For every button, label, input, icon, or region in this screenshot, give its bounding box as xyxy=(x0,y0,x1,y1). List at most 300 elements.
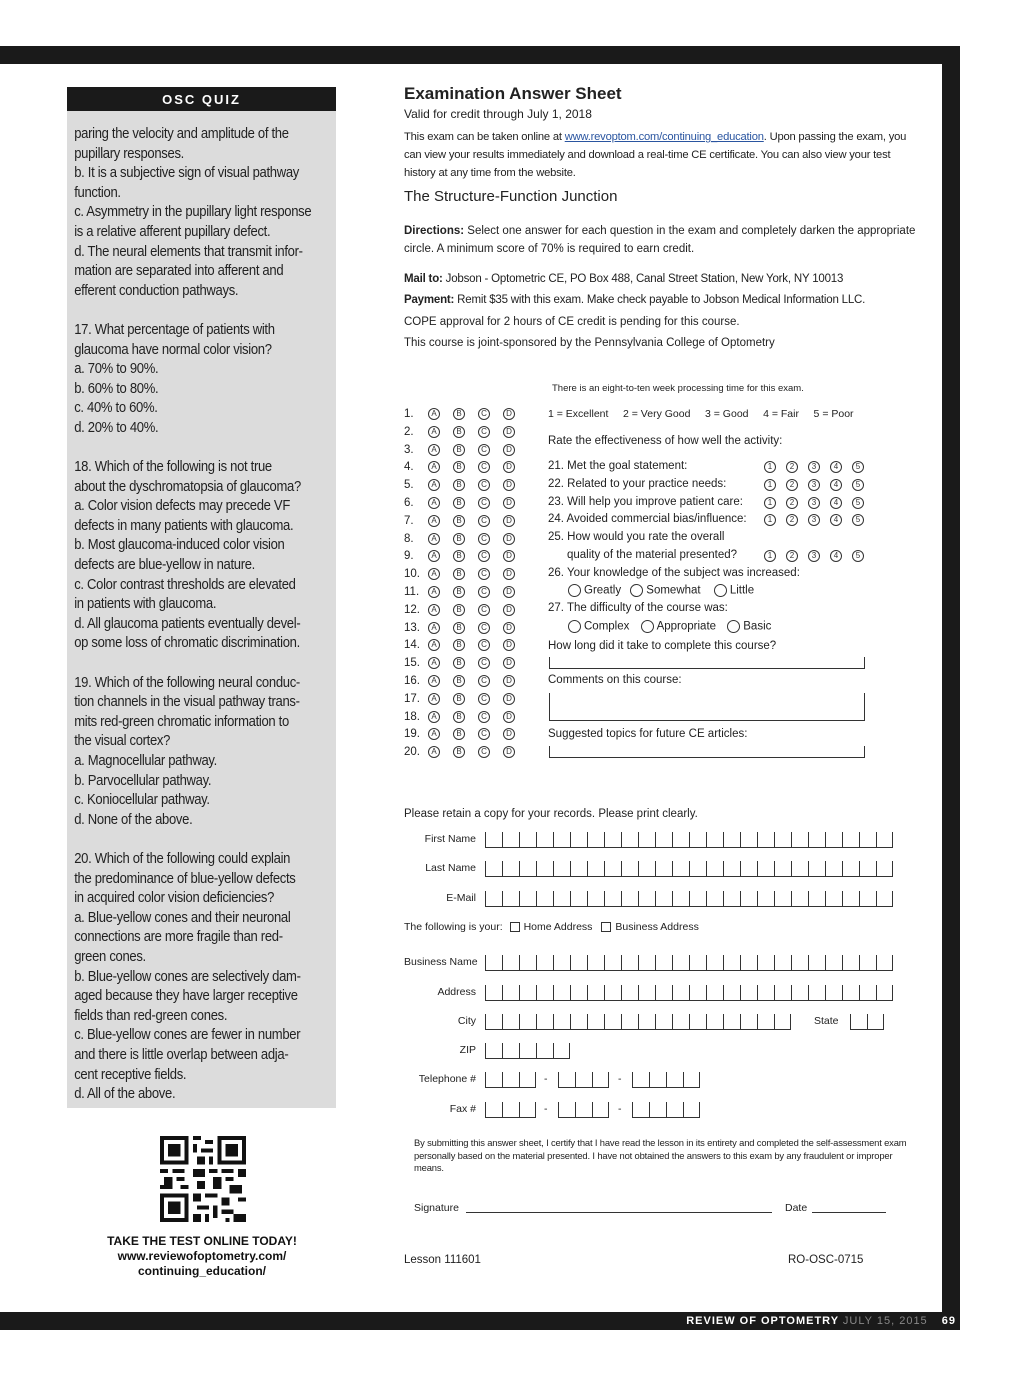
character-box[interactable] xyxy=(502,861,519,877)
address-field[interactable] xyxy=(485,985,893,1001)
answer-bubble-c[interactable]: C xyxy=(478,444,490,456)
answer-bubble-a[interactable]: A xyxy=(428,657,440,669)
character-box[interactable] xyxy=(587,955,604,971)
answer-bubble-c[interactable]: C xyxy=(478,675,490,687)
character-box[interactable] xyxy=(638,861,655,877)
character-box[interactable] xyxy=(519,891,536,907)
character-box[interactable] xyxy=(842,985,859,1001)
character-box[interactable] xyxy=(859,955,876,971)
character-box[interactable] xyxy=(570,955,587,971)
rating-bubble-5[interactable]: 5 xyxy=(852,514,864,526)
character-box[interactable] xyxy=(621,985,638,1001)
business-name-field[interactable] xyxy=(485,955,893,971)
character-box[interactable] xyxy=(519,1072,536,1088)
character-box[interactable] xyxy=(808,891,825,907)
character-box[interactable] xyxy=(825,985,842,1001)
answer-bubble-d[interactable]: D xyxy=(503,622,515,634)
rating-bubble-4[interactable]: 4 xyxy=(830,479,842,491)
answer-bubble-d[interactable]: D xyxy=(503,461,515,473)
character-box[interactable] xyxy=(689,955,706,971)
character-box[interactable] xyxy=(808,955,825,971)
character-box[interactable] xyxy=(706,891,723,907)
character-box[interactable] xyxy=(791,955,808,971)
character-box[interactable] xyxy=(558,1072,575,1088)
character-box[interactable] xyxy=(859,861,876,877)
rating-bubble-1[interactable]: 1 xyxy=(764,479,776,491)
character-box[interactable] xyxy=(808,832,825,848)
rating-bubble-3[interactable]: 3 xyxy=(808,514,820,526)
character-box[interactable] xyxy=(706,985,723,1001)
character-box[interactable] xyxy=(825,861,842,877)
character-box[interactable] xyxy=(672,832,689,848)
answer-bubble-a[interactable]: A xyxy=(428,408,440,420)
character-box[interactable] xyxy=(604,985,621,1001)
answer-bubble-b[interactable]: B xyxy=(453,639,465,651)
answer-bubble-b[interactable]: B xyxy=(453,550,465,562)
answer-bubble-a[interactable]: A xyxy=(428,568,440,580)
answer-bubble-b[interactable]: B xyxy=(453,533,465,545)
character-box[interactable] xyxy=(604,861,621,877)
home-address-checkbox[interactable] xyxy=(510,922,520,932)
answer-bubble-c[interactable]: C xyxy=(478,586,490,598)
answer-bubble-d[interactable]: D xyxy=(503,657,515,669)
character-box[interactable] xyxy=(621,891,638,907)
character-box[interactable] xyxy=(587,985,604,1001)
character-box[interactable] xyxy=(519,1102,536,1118)
character-box[interactable] xyxy=(859,832,876,848)
character-box[interactable] xyxy=(485,891,502,907)
character-box[interactable] xyxy=(706,861,723,877)
character-box[interactable] xyxy=(638,985,655,1001)
fax-line-field[interactable] xyxy=(632,1102,700,1118)
character-box[interactable] xyxy=(638,832,655,848)
first-name-field[interactable] xyxy=(485,832,893,848)
answer-bubble-d[interactable]: D xyxy=(503,746,515,758)
character-box[interactable] xyxy=(825,832,842,848)
character-box[interactable] xyxy=(570,861,587,877)
character-box[interactable] xyxy=(740,861,757,877)
character-box[interactable] xyxy=(825,891,842,907)
character-box[interactable] xyxy=(689,985,706,1001)
character-box[interactable] xyxy=(876,985,893,1001)
answer-bubble-a[interactable]: A xyxy=(428,693,440,705)
character-box[interactable] xyxy=(859,985,876,1001)
character-box[interactable] xyxy=(570,985,587,1001)
signature-field[interactable] xyxy=(466,1201,772,1213)
rating-bubble-1[interactable]: 1 xyxy=(764,550,776,562)
online-exam-link[interactable]: www.revoptom.com/continuing_education xyxy=(564,131,764,143)
answer-bubble-c[interactable]: C xyxy=(478,408,490,420)
rating-bubble-2[interactable]: 2 xyxy=(786,497,798,509)
character-box[interactable] xyxy=(638,955,655,971)
telephone-area-field[interactable] xyxy=(485,1072,536,1088)
zip-field[interactable] xyxy=(485,1043,570,1059)
answer-bubble-c[interactable]: C xyxy=(478,533,490,545)
answer-bubble-d[interactable]: D xyxy=(503,568,515,580)
take-test-url-1[interactable]: www.reviewofoptometry.com/ xyxy=(117,1249,287,1263)
character-box[interactable] xyxy=(876,861,893,877)
character-box[interactable] xyxy=(723,985,740,1001)
character-box[interactable] xyxy=(502,1014,519,1030)
answer-bubble-c[interactable]: C xyxy=(478,746,490,758)
character-box[interactable] xyxy=(621,861,638,877)
character-box[interactable] xyxy=(485,832,502,848)
character-box[interactable] xyxy=(672,891,689,907)
rating-bubble-1[interactable]: 1 xyxy=(764,514,776,526)
answer-bubble-c[interactable]: C xyxy=(478,711,490,723)
character-box[interactable] xyxy=(604,891,621,907)
character-box[interactable] xyxy=(706,832,723,848)
character-box[interactable] xyxy=(485,1072,502,1088)
character-box[interactable] xyxy=(649,1072,666,1088)
answer-bubble-b[interactable]: B xyxy=(453,746,465,758)
character-box[interactable] xyxy=(672,1014,689,1030)
character-box[interactable] xyxy=(706,955,723,971)
answer-bubble-c[interactable]: C xyxy=(478,568,490,580)
rating-bubble-4[interactable]: 4 xyxy=(830,461,842,473)
character-box[interactable] xyxy=(621,832,638,848)
character-box[interactable] xyxy=(859,891,876,907)
character-box[interactable] xyxy=(723,832,740,848)
rating-bubble-2[interactable]: 2 xyxy=(786,550,798,562)
answer-bubble-a[interactable]: A xyxy=(428,586,440,598)
character-box[interactable] xyxy=(502,1072,519,1088)
character-box[interactable] xyxy=(536,955,553,971)
character-box[interactable] xyxy=(570,1014,587,1030)
answer-bubble-d[interactable]: D xyxy=(503,728,515,740)
character-box[interactable] xyxy=(842,891,859,907)
q26-somewhat-radio[interactable] xyxy=(630,584,643,597)
rating-bubble-5[interactable]: 5 xyxy=(852,479,864,491)
answer-bubble-d[interactable]: D xyxy=(503,550,515,562)
rating-bubble-3[interactable]: 3 xyxy=(808,550,820,562)
rating-bubble-4[interactable]: 4 xyxy=(830,550,842,562)
telephone-line-field[interactable] xyxy=(632,1072,700,1088)
rating-bubble-4[interactable]: 4 xyxy=(830,497,842,509)
character-box[interactable] xyxy=(553,955,570,971)
q26-greatly-radio[interactable] xyxy=(568,584,581,597)
answer-bubble-b[interactable]: B xyxy=(453,657,465,669)
character-box[interactable] xyxy=(683,1102,700,1118)
answer-bubble-c[interactable]: C xyxy=(478,479,490,491)
answer-bubble-d[interactable]: D xyxy=(503,533,515,545)
city-field[interactable] xyxy=(485,1014,791,1030)
character-box[interactable] xyxy=(666,1102,683,1118)
character-box[interactable] xyxy=(638,1014,655,1030)
answer-bubble-b[interactable]: B xyxy=(453,497,465,509)
take-test-url-2[interactable]: continuing_education/ xyxy=(138,1264,266,1278)
answer-bubble-c[interactable]: C xyxy=(478,515,490,527)
answer-bubble-a[interactable]: A xyxy=(428,426,440,438)
answer-bubble-b[interactable]: B xyxy=(453,675,465,687)
character-box[interactable] xyxy=(485,1043,502,1059)
rating-bubble-5[interactable]: 5 xyxy=(852,497,864,509)
answer-bubble-a[interactable]: A xyxy=(428,461,440,473)
character-box[interactable] xyxy=(536,832,553,848)
character-box[interactable] xyxy=(587,861,604,877)
character-box[interactable] xyxy=(604,955,621,971)
character-box[interactable] xyxy=(485,985,502,1001)
answer-bubble-d[interactable]: D xyxy=(503,515,515,527)
character-box[interactable] xyxy=(791,832,808,848)
rating-bubble-5[interactable]: 5 xyxy=(852,550,864,562)
character-box[interactable] xyxy=(689,891,706,907)
answer-bubble-a[interactable]: A xyxy=(428,711,440,723)
character-box[interactable] xyxy=(672,955,689,971)
answer-bubble-b[interactable]: B xyxy=(453,711,465,723)
character-box[interactable] xyxy=(723,861,740,877)
character-box[interactable] xyxy=(672,861,689,877)
character-box[interactable] xyxy=(740,832,757,848)
character-box[interactable] xyxy=(808,861,825,877)
answer-bubble-c[interactable]: C xyxy=(478,657,490,669)
rating-bubble-3[interactable]: 3 xyxy=(808,479,820,491)
answer-bubble-c[interactable]: C xyxy=(478,497,490,509)
answer-bubble-c[interactable]: C xyxy=(478,604,490,616)
character-box[interactable] xyxy=(649,1102,666,1118)
answer-bubble-b[interactable]: B xyxy=(453,479,465,491)
character-box[interactable] xyxy=(808,985,825,1001)
character-box[interactable] xyxy=(723,1014,740,1030)
answer-bubble-b[interactable]: B xyxy=(453,728,465,740)
character-box[interactable] xyxy=(723,955,740,971)
answer-bubble-d[interactable]: D xyxy=(503,586,515,598)
character-box[interactable] xyxy=(757,832,774,848)
answer-bubble-c[interactable]: C xyxy=(478,461,490,473)
answer-bubble-d[interactable]: D xyxy=(503,639,515,651)
character-box[interactable] xyxy=(519,832,536,848)
rating-bubble-1[interactable]: 1 xyxy=(764,497,776,509)
character-box[interactable] xyxy=(502,985,519,1001)
fax-prefix-field[interactable] xyxy=(558,1102,609,1118)
character-box[interactable] xyxy=(867,1014,884,1030)
answer-bubble-b[interactable]: B xyxy=(453,408,465,420)
character-box[interactable] xyxy=(632,1102,649,1118)
answer-bubble-b[interactable]: B xyxy=(453,444,465,456)
character-box[interactable] xyxy=(553,891,570,907)
character-box[interactable] xyxy=(536,861,553,877)
character-box[interactable] xyxy=(655,985,672,1001)
answer-bubble-d[interactable]: D xyxy=(503,693,515,705)
answer-bubble-d[interactable]: D xyxy=(503,497,515,509)
character-box[interactable] xyxy=(842,955,859,971)
rating-bubble-2[interactable]: 2 xyxy=(786,461,798,473)
email-field[interactable] xyxy=(485,891,893,907)
answer-bubble-a[interactable]: A xyxy=(428,479,440,491)
answer-bubble-d[interactable]: D xyxy=(503,426,515,438)
character-box[interactable] xyxy=(757,891,774,907)
character-box[interactable] xyxy=(502,955,519,971)
character-box[interactable] xyxy=(876,891,893,907)
answer-bubble-a[interactable]: A xyxy=(428,444,440,456)
rating-bubble-3[interactable]: 3 xyxy=(808,497,820,509)
q27-complex-radio[interactable] xyxy=(568,620,581,633)
fax-area-field[interactable] xyxy=(485,1102,536,1118)
answer-bubble-b[interactable]: B xyxy=(453,586,465,598)
character-box[interactable] xyxy=(689,832,706,848)
business-address-checkbox[interactable] xyxy=(601,922,611,932)
character-box[interactable] xyxy=(655,832,672,848)
character-box[interactable] xyxy=(621,1014,638,1030)
telephone-prefix-field[interactable] xyxy=(558,1072,609,1088)
comments-field[interactable] xyxy=(549,693,865,721)
character-box[interactable] xyxy=(774,861,791,877)
answer-bubble-d[interactable]: D xyxy=(503,479,515,491)
answer-bubble-a[interactable]: A xyxy=(428,728,440,740)
character-box[interactable] xyxy=(553,1043,570,1059)
character-box[interactable] xyxy=(740,1014,757,1030)
answer-bubble-d[interactable]: D xyxy=(503,408,515,420)
answer-bubble-d[interactable]: D xyxy=(503,675,515,687)
character-box[interactable] xyxy=(519,1014,536,1030)
character-box[interactable] xyxy=(825,955,842,971)
character-box[interactable] xyxy=(757,985,774,1001)
character-box[interactable] xyxy=(587,832,604,848)
character-box[interactable] xyxy=(592,1072,609,1088)
character-box[interactable] xyxy=(740,955,757,971)
answer-bubble-a[interactable]: A xyxy=(428,622,440,634)
character-box[interactable] xyxy=(502,891,519,907)
answer-bubble-b[interactable]: B xyxy=(453,568,465,580)
topics-field[interactable] xyxy=(549,746,865,758)
character-box[interactable] xyxy=(536,891,553,907)
answer-bubble-b[interactable]: B xyxy=(453,515,465,527)
character-box[interactable] xyxy=(553,985,570,1001)
character-box[interactable] xyxy=(774,891,791,907)
character-box[interactable] xyxy=(536,1014,553,1030)
character-box[interactable] xyxy=(774,955,791,971)
character-box[interactable] xyxy=(774,985,791,1001)
character-box[interactable] xyxy=(553,861,570,877)
answer-bubble-b[interactable]: B xyxy=(453,622,465,634)
character-box[interactable] xyxy=(689,1014,706,1030)
answer-bubble-a[interactable]: A xyxy=(428,550,440,562)
character-box[interactable] xyxy=(655,1014,672,1030)
rating-bubble-5[interactable]: 5 xyxy=(852,461,864,473)
character-box[interactable] xyxy=(638,891,655,907)
answer-bubble-a[interactable]: A xyxy=(428,639,440,651)
character-box[interactable] xyxy=(655,891,672,907)
character-box[interactable] xyxy=(519,955,536,971)
character-box[interactable] xyxy=(683,1072,700,1088)
character-box[interactable] xyxy=(774,832,791,848)
character-box[interactable] xyxy=(757,1014,774,1030)
character-box[interactable] xyxy=(876,955,893,971)
q27-appropriate-radio[interactable] xyxy=(641,620,654,633)
character-box[interactable] xyxy=(672,985,689,1001)
character-box[interactable] xyxy=(570,832,587,848)
character-box[interactable] xyxy=(519,985,536,1001)
character-box[interactable] xyxy=(604,1014,621,1030)
answer-bubble-a[interactable]: A xyxy=(428,515,440,527)
answer-bubble-b[interactable]: B xyxy=(453,426,465,438)
character-box[interactable] xyxy=(502,1043,519,1059)
character-box[interactable] xyxy=(485,955,502,971)
character-box[interactable] xyxy=(791,985,808,1001)
character-box[interactable] xyxy=(592,1102,609,1118)
character-box[interactable] xyxy=(632,1072,649,1088)
answer-bubble-a[interactable]: A xyxy=(428,497,440,509)
how-long-field[interactable] xyxy=(549,657,865,669)
character-box[interactable] xyxy=(791,891,808,907)
character-box[interactable] xyxy=(485,861,502,877)
answer-bubble-b[interactable]: B xyxy=(453,604,465,616)
character-box[interactable] xyxy=(621,955,638,971)
answer-bubble-d[interactable]: D xyxy=(503,711,515,723)
character-box[interactable] xyxy=(575,1072,592,1088)
rating-bubble-4[interactable]: 4 xyxy=(830,514,842,526)
answer-bubble-d[interactable]: D xyxy=(503,604,515,616)
character-box[interactable] xyxy=(791,861,808,877)
last-name-field[interactable] xyxy=(485,861,893,877)
character-box[interactable] xyxy=(740,985,757,1001)
answer-bubble-c[interactable]: C xyxy=(478,639,490,651)
character-box[interactable] xyxy=(587,891,604,907)
character-box[interactable] xyxy=(757,861,774,877)
character-box[interactable] xyxy=(655,955,672,971)
answer-bubble-a[interactable]: A xyxy=(428,604,440,616)
character-box[interactable] xyxy=(575,1102,592,1118)
character-box[interactable] xyxy=(604,832,621,848)
answer-bubble-a[interactable]: A xyxy=(428,533,440,545)
q27-basic-radio[interactable] xyxy=(727,620,740,633)
character-box[interactable] xyxy=(536,1043,553,1059)
q26-little-radio[interactable] xyxy=(714,584,727,597)
answer-bubble-d[interactable]: D xyxy=(503,444,515,456)
character-box[interactable] xyxy=(485,1102,502,1118)
character-box[interactable] xyxy=(558,1102,575,1118)
answer-bubble-c[interactable]: C xyxy=(478,426,490,438)
character-box[interactable] xyxy=(689,861,706,877)
character-box[interactable] xyxy=(502,832,519,848)
character-box[interactable] xyxy=(485,1014,502,1030)
answer-bubble-a[interactable]: A xyxy=(428,746,440,758)
rating-bubble-2[interactable]: 2 xyxy=(786,479,798,491)
rating-bubble-3[interactable]: 3 xyxy=(808,461,820,473)
character-box[interactable] xyxy=(553,1014,570,1030)
character-box[interactable] xyxy=(502,1102,519,1118)
character-box[interactable] xyxy=(842,832,859,848)
character-box[interactable] xyxy=(876,832,893,848)
answer-bubble-c[interactable]: C xyxy=(478,693,490,705)
answer-bubble-b[interactable]: B xyxy=(453,693,465,705)
character-box[interactable] xyxy=(723,891,740,907)
rating-bubble-2[interactable]: 2 xyxy=(786,514,798,526)
character-box[interactable] xyxy=(842,861,859,877)
date-field[interactable] xyxy=(812,1201,886,1213)
rating-bubble-1[interactable]: 1 xyxy=(764,461,776,473)
character-box[interactable] xyxy=(774,1014,791,1030)
character-box[interactable] xyxy=(587,1014,604,1030)
character-box[interactable] xyxy=(666,1072,683,1088)
character-box[interactable] xyxy=(740,891,757,907)
character-box[interactable] xyxy=(553,832,570,848)
character-box[interactable] xyxy=(757,955,774,971)
state-field[interactable] xyxy=(850,1014,884,1030)
character-box[interactable] xyxy=(706,1014,723,1030)
answer-bubble-c[interactable]: C xyxy=(478,728,490,740)
character-box[interactable] xyxy=(850,1014,867,1030)
character-box[interactable] xyxy=(519,1043,536,1059)
character-box[interactable] xyxy=(536,985,553,1001)
character-box[interactable] xyxy=(655,861,672,877)
answer-bubble-b[interactable]: B xyxy=(453,461,465,473)
answer-bubble-a[interactable]: A xyxy=(428,675,440,687)
character-box[interactable] xyxy=(519,861,536,877)
answer-bubble-c[interactable]: C xyxy=(478,550,490,562)
character-box[interactable] xyxy=(570,891,587,907)
answer-bubble-c[interactable]: C xyxy=(478,622,490,634)
